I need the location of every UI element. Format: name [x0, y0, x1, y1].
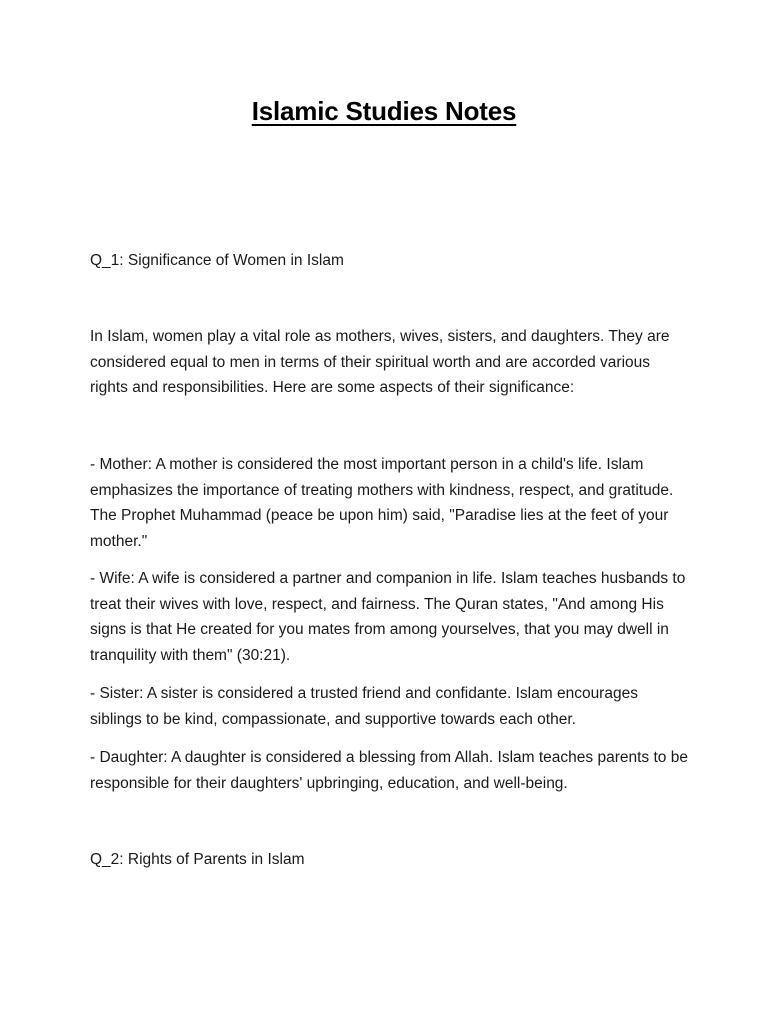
- intro-text: In Islam, women play a vital role as mothers, wives, sisters, and daughters. They are considered equal to men in terms of their spiritual worth and are accorded various rights and responsibilities. Here are some aspects of their significance:: [90, 328, 670, 396]
- point-daughter-text: - Daughter: A daughter is considered a blessing from Allah. Islam teaches parents to be responsible for their daughters' upbringing, education, and well-being.: [90, 749, 688, 792]
- intro-paragraph: [90, 324, 690, 401]
- question-2-text: Q_2: Rights of Parents in Islam: [90, 851, 305, 868]
- point-mother: [90, 452, 690, 554]
- point-wife-text: - Wife: A wife is considered a partner and companion in life. Islam teaches husbands to treat their wives with love, respect, and fairness. The Quran states, "And among His signs is that He created for you mates from among yourselves, that you may dwell in tranquility with them" (30:21).: [90, 570, 686, 664]
- point-daughter: [90, 745, 690, 796]
- point-wife: [90, 566, 690, 668]
- point-sister: [90, 681, 690, 732]
- question-2-heading: [90, 847, 690, 873]
- point-mother-text: - Mother: A mother is considered the most important person in a child's life. Islam emphasizes the importance of treating mothers with kindness, respect, and gratitude. The Prophet Muhammad (peace be upon him) said, "Paradise lies at the feet of your mother.": [90, 456, 674, 550]
- question-1-text: Q_1: Significance of Women in Islam: [90, 252, 344, 269]
- point-sister-text: - Sister: A sister is considered a trusted friend and confidante. Islam encourages siblings to be kind, compassionate, and supportive towards each other.: [90, 685, 638, 728]
- question-1-heading: [90, 248, 690, 274]
- document-title: Islamic Studies Notes: [251, 96, 517, 126]
